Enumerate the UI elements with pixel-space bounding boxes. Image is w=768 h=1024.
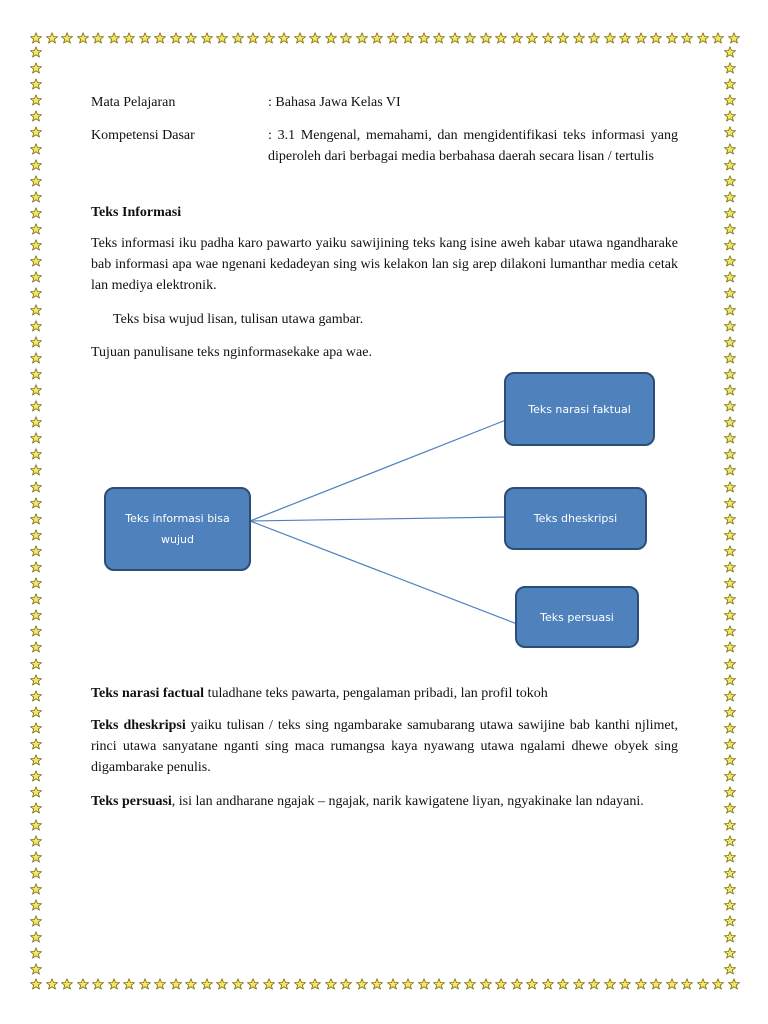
star-icon [724, 947, 736, 959]
star-icon [712, 32, 724, 44]
star-icon [46, 978, 58, 990]
star-icon [573, 32, 585, 44]
star-icon [526, 978, 538, 990]
star-icon [724, 625, 736, 637]
star-icon [724, 529, 736, 541]
star-icon [402, 978, 414, 990]
star-border-right [724, 46, 738, 976]
star-icon [30, 883, 42, 895]
star-icon [724, 658, 736, 670]
star-icon [433, 978, 445, 990]
star-icon [201, 32, 213, 44]
star-icon [697, 978, 709, 990]
star-icon [557, 32, 569, 44]
star-icon [30, 786, 42, 798]
star-border-top [30, 32, 740, 46]
star-icon [30, 32, 42, 44]
star-icon [30, 899, 42, 911]
star-icon [724, 802, 736, 814]
star-icon [92, 978, 104, 990]
star-icon [340, 978, 352, 990]
definition-narasi: Teks narasi factual tuladhane teks pawarta, pengalaman pribadi, lan profil tokoh [91, 686, 548, 701]
star-icon [724, 271, 736, 283]
star-icon [30, 641, 42, 653]
definition-dheskripsi: Teks dheskripsi yaiku tulisan / teks sing ngambarake samubarang utawa sawijine bab kanthi njlimet, rinci utawa sanyatane nganti sing maca rumangsa kaya nyawang utawa ngalami dhewe obyek sing digambarake penulis. [91, 718, 679, 775]
forms-paragraph: Teks bisa wujud lisan, tulisan utawa gambar. [113, 312, 364, 327]
diagram-child-box: Teks persuasi [515, 586, 639, 648]
star-icon [30, 738, 42, 750]
star-icon [635, 32, 647, 44]
star-icon [724, 481, 736, 493]
star-icon [247, 978, 259, 990]
star-icon [495, 32, 507, 44]
star-icon [294, 32, 306, 44]
star-icon [724, 867, 736, 879]
star-icon [216, 32, 228, 44]
star-icon [30, 207, 42, 219]
star-icon [724, 641, 736, 653]
star-icon [724, 287, 736, 299]
star-icon [30, 706, 42, 718]
star-icon [30, 304, 42, 316]
star-icon [619, 32, 631, 44]
star-icon [402, 32, 414, 44]
star-icon [30, 191, 42, 203]
star-icon [724, 593, 736, 605]
star-icon [46, 32, 58, 44]
star-border-bottom [30, 978, 740, 992]
star-icon [724, 851, 736, 863]
star-icon [30, 674, 42, 686]
star-icon [30, 320, 42, 332]
purpose-paragraph: Tujuan panulisane teks nginformasekake apa wae. [91, 345, 372, 360]
star-icon [30, 94, 42, 106]
star-icon [30, 62, 42, 74]
star-icon [185, 32, 197, 44]
star-icon [30, 481, 42, 493]
star-icon [666, 978, 678, 990]
star-icon [30, 835, 42, 847]
star-icon [724, 513, 736, 525]
star-icon [724, 94, 736, 106]
star-icon [542, 978, 554, 990]
star-icon [30, 497, 42, 509]
star-icon [418, 978, 430, 990]
star-icon [511, 978, 523, 990]
star-icon [724, 754, 736, 766]
star-icon [30, 722, 42, 734]
star-icon [356, 32, 368, 44]
star-icon [724, 770, 736, 782]
star-icon [724, 497, 736, 509]
star-icon [464, 978, 476, 990]
star-icon [724, 175, 736, 187]
star-icon [724, 577, 736, 589]
diagram-root-box: Teks informasi bisa wujud [104, 487, 251, 571]
star-icon [681, 32, 693, 44]
star-icon [635, 978, 647, 990]
star-icon [30, 175, 42, 187]
star-icon [30, 690, 42, 702]
star-icon [724, 690, 736, 702]
competency-value: : 3.1 Mengenal, memahami, dan mengidentifikasi teks informasi yang diperoleh dari berbagai media berbahasa daerah secara lisan / tertulis [268, 128, 678, 164]
star-icon [30, 78, 42, 90]
star-icon [30, 239, 42, 251]
star-icon [170, 978, 182, 990]
star-icon [724, 899, 736, 911]
star-icon [108, 32, 120, 44]
star-icon [356, 978, 368, 990]
star-icon [30, 770, 42, 782]
star-icon [30, 978, 42, 990]
star-icon [724, 110, 736, 122]
star-icon [92, 32, 104, 44]
star-icon [30, 625, 42, 637]
star-icon [724, 46, 736, 58]
star-icon [724, 835, 736, 847]
star-icon [340, 32, 352, 44]
star-icon [480, 978, 492, 990]
star-icon [278, 978, 290, 990]
star-icon [123, 32, 135, 44]
star-icon [724, 368, 736, 380]
star-icon [30, 143, 42, 155]
star-icon [724, 126, 736, 138]
star-icon [724, 400, 736, 412]
star-icon [30, 577, 42, 589]
star-icon [30, 464, 42, 476]
star-icon [724, 159, 736, 171]
star-icon [724, 304, 736, 316]
star-icon [724, 706, 736, 718]
star-icon [30, 931, 42, 943]
star-icon [604, 32, 616, 44]
star-icon [724, 207, 736, 219]
star-icon [278, 32, 290, 44]
intro-paragraph: Teks informasi iku padha karo pawarto yaiku sawijining teks kang isine aweh kabar utawa ngandharake bab informasi apa wae ngenani kedadeyan sing wis kelakon lan sig arep dilakoni lumanthar media cetak lan mediya elektronik. [91, 236, 678, 293]
star-icon [724, 336, 736, 348]
star-icon [449, 32, 461, 44]
star-icon [724, 883, 736, 895]
star-icon [30, 754, 42, 766]
star-icon [557, 978, 569, 990]
star-icon [724, 674, 736, 686]
star-icon [30, 368, 42, 380]
star-icon [650, 32, 662, 44]
star-icon [712, 978, 724, 990]
star-icon [724, 448, 736, 460]
star-icon [724, 609, 736, 621]
star-icon [724, 223, 736, 235]
star-icon [30, 287, 42, 299]
star-icon [666, 32, 678, 44]
star-icon [697, 32, 709, 44]
star-icon [30, 159, 42, 171]
star-icon [449, 978, 461, 990]
star-icon [325, 978, 337, 990]
star-icon [724, 255, 736, 267]
star-border-left [30, 46, 44, 976]
star-icon [650, 978, 662, 990]
star-icon [30, 609, 42, 621]
star-icon [724, 819, 736, 831]
star-icon [573, 978, 585, 990]
star-icon [30, 915, 42, 927]
connector-line [250, 521, 517, 624]
star-icon [30, 255, 42, 267]
star-icon [77, 32, 89, 44]
star-icon [724, 545, 736, 557]
star-icon [724, 352, 736, 364]
star-icon [77, 978, 89, 990]
star-icon [247, 32, 259, 44]
star-icon [154, 978, 166, 990]
star-icon [30, 126, 42, 138]
star-icon [724, 191, 736, 203]
star-icon [30, 46, 42, 58]
star-icon [30, 513, 42, 525]
star-icon [30, 851, 42, 863]
star-icon [724, 464, 736, 476]
star-icon [154, 32, 166, 44]
star-icon [387, 32, 399, 44]
star-icon [387, 978, 399, 990]
star-icon [30, 432, 42, 444]
star-icon [263, 978, 275, 990]
star-icon [495, 978, 507, 990]
subject-value: : Bahasa Jawa Kelas VI [268, 95, 401, 110]
star-icon [30, 802, 42, 814]
star-icon [724, 143, 736, 155]
star-icon [216, 978, 228, 990]
connector-line [250, 420, 506, 521]
star-icon [30, 963, 42, 975]
star-icon [724, 738, 736, 750]
connector-line [250, 517, 506, 521]
section-title: Teks Informasi [91, 205, 182, 220]
star-icon [30, 529, 42, 541]
star-icon [30, 336, 42, 348]
star-icon [263, 32, 275, 44]
star-icon [724, 786, 736, 798]
star-icon [433, 32, 445, 44]
star-icon [526, 32, 538, 44]
star-icon [185, 978, 197, 990]
star-icon [371, 32, 383, 44]
star-icon [30, 400, 42, 412]
star-icon [30, 819, 42, 831]
star-icon [724, 915, 736, 927]
star-icon [724, 320, 736, 332]
star-icon [309, 978, 321, 990]
star-icon [480, 32, 492, 44]
star-icon [588, 978, 600, 990]
star-icon [123, 978, 135, 990]
star-icon [724, 931, 736, 943]
star-icon [418, 32, 430, 44]
star-icon [30, 384, 42, 396]
diagram-child-box: Teks dheskripsi [504, 487, 647, 550]
star-icon [30, 947, 42, 959]
star-icon [724, 722, 736, 734]
star-icon [511, 32, 523, 44]
star-icon [30, 545, 42, 557]
star-icon [232, 978, 244, 990]
star-icon [232, 32, 244, 44]
star-icon [588, 32, 600, 44]
star-icon [30, 416, 42, 428]
star-icon [724, 78, 736, 90]
star-icon [294, 978, 306, 990]
star-icon [30, 561, 42, 573]
star-icon [724, 561, 736, 573]
star-icon [724, 62, 736, 74]
star-icon [619, 978, 631, 990]
star-icon [61, 978, 73, 990]
star-icon [30, 271, 42, 283]
star-icon [61, 32, 73, 44]
star-icon [201, 978, 213, 990]
star-icon [724, 239, 736, 251]
star-icon [30, 593, 42, 605]
star-icon [728, 978, 740, 990]
diagram-child-box: Teks narasi faktual [504, 372, 655, 446]
star-icon [464, 32, 476, 44]
star-icon [139, 32, 151, 44]
star-icon [728, 32, 740, 44]
star-icon [542, 32, 554, 44]
star-icon [724, 416, 736, 428]
definition-persuasi: Teks persuasi, isi lan andharane ngajak – ngajak, narik kawigatene liyan, ngyakinake lan ndayani. [91, 794, 644, 809]
star-icon [170, 32, 182, 44]
star-icon [30, 867, 42, 879]
competency-label: Kompetensi Dasar [91, 128, 195, 143]
star-icon [30, 110, 42, 122]
star-icon [30, 658, 42, 670]
star-icon [30, 223, 42, 235]
star-icon [681, 978, 693, 990]
star-icon [30, 448, 42, 460]
star-icon [604, 978, 616, 990]
star-icon [108, 978, 120, 990]
star-icon [371, 978, 383, 990]
star-icon [724, 384, 736, 396]
star-icon [139, 978, 151, 990]
star-icon [30, 352, 42, 364]
star-icon [724, 963, 736, 975]
subject-label: Mata Pelajaran [91, 95, 176, 110]
star-icon [309, 32, 321, 44]
star-icon [724, 432, 736, 444]
star-icon [325, 32, 337, 44]
